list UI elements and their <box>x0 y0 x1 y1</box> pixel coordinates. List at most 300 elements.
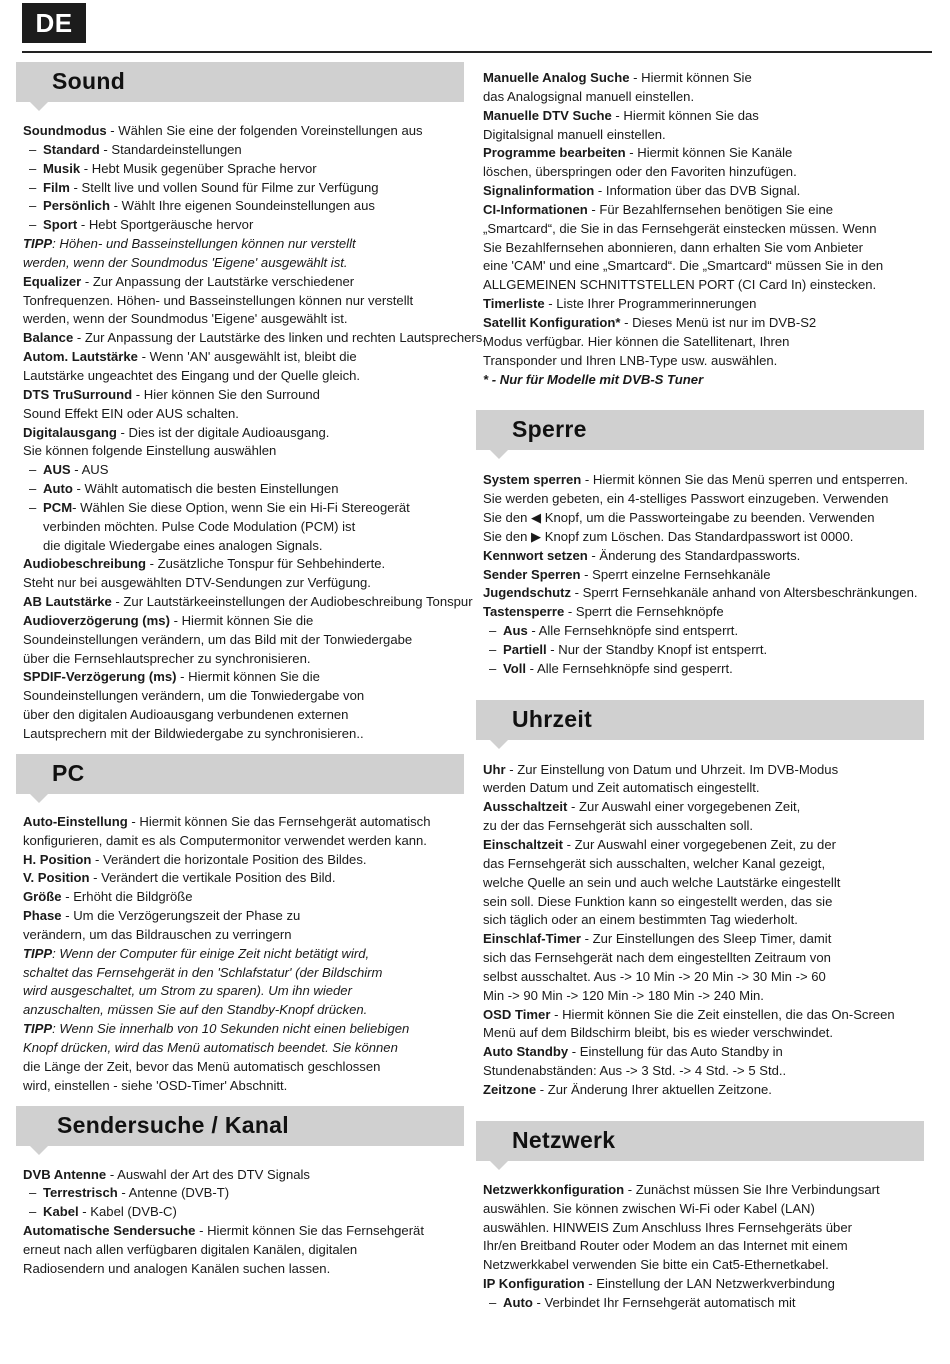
text-line <box>23 216 466 235</box>
text-line <box>23 386 466 405</box>
text: - Verändert die horizontale Position des Bildes. <box>91 851 367 867</box>
text: - Wählt Ihre eigenen Soundeinstellungen aus <box>109 198 375 214</box>
text-line <box>23 499 466 518</box>
text-line <box>23 1241 466 1260</box>
term: Zeitzone <box>483 1081 537 1097</box>
term: Film <box>43 179 70 195</box>
tip-text: schaltet das Fernsehgerät in den 'Schlafstatur' (der Bildschirm <box>23 964 383 980</box>
dash-bullet: – <box>29 481 37 497</box>
text-line <box>483 528 926 547</box>
term: IP Konfiguration <box>483 1276 585 1292</box>
text: Radiosendern und analogen Kanälen suchen lassen. <box>23 1260 331 1276</box>
term: OSD Timer <box>483 1006 551 1022</box>
text-line <box>483 276 926 295</box>
text: - Zur Auswahl einer vorgegebenen Zeit, zu der <box>563 837 836 852</box>
text: über die Fernsehlautsprecher zu synchronisieren. <box>23 650 311 666</box>
text-line <box>483 949 926 968</box>
text-line <box>483 893 926 912</box>
text-line <box>23 197 466 216</box>
text-line <box>23 367 466 386</box>
text: - Alle Fernsehknöpfe sind gesperrt. <box>526 660 733 676</box>
text: eine 'CAM' und eine „Smartcard“. Die „Smartcard“ müssen Sie in den <box>483 258 884 274</box>
text: - Hiermit können Sie das Fernsehgerät automatisch <box>127 813 431 829</box>
text-line <box>23 907 466 926</box>
text-line <box>23 254 466 273</box>
text-line <box>483 622 926 641</box>
text: - Dieses Menü ist nur im DVB-S2 <box>620 314 817 330</box>
dash-bullet: – <box>29 217 37 233</box>
term: Einschlaf-Timer <box>483 931 581 947</box>
text-line <box>483 836 926 855</box>
text: Steht nur bei ausgewählten DTV-Sendungen zur Verfügung. <box>23 575 371 591</box>
text: ALLGEMEINEN SCHNITTSTELLEN PORT (CI Card In) einstecken. <box>483 277 877 293</box>
term: Tastensperre <box>483 604 565 620</box>
dash-bullet: – <box>29 160 37 176</box>
text-line <box>23 405 466 424</box>
text: - Erhöht die Bildgröße <box>61 889 193 905</box>
text-line <box>23 964 466 983</box>
term: Programme bearbeiten <box>483 145 626 161</box>
text: werden Datum und Zeit automatisch eingestellt. <box>483 780 760 796</box>
text-line <box>23 179 466 198</box>
text-line <box>23 1184 466 1203</box>
dash-bullet: – <box>489 641 497 657</box>
term: DVB Antenne <box>23 1166 107 1182</box>
text: Sie Bezahlfernsehen abonnieren, dann erhalten Sie vom Anbieter <box>483 239 863 255</box>
dash-bullet: – <box>29 141 37 157</box>
text-line <box>23 310 466 329</box>
text-line <box>23 461 466 480</box>
text: - Hier können Sie den Surround <box>132 386 320 402</box>
tip-text: werden, wenn der Soundmodus 'Eigene' ausgewählt ist. <box>23 254 348 270</box>
text: sich das Fernsehgerät nach dem eingestellten Zeitraum von <box>483 950 831 966</box>
term: Voll <box>503 660 527 676</box>
text-line <box>483 471 926 490</box>
term: Audioverzögerung (ms) <box>23 612 170 628</box>
term: Manuelle Analog Suche <box>483 70 630 85</box>
text: wird, einstellen - siehe 'OSD-Timer' Abschnitt. <box>23 1077 288 1093</box>
text-line <box>483 371 926 390</box>
text: - Hiermit können Sie die <box>176 669 320 685</box>
text: - Nur der Standby Knopf ist entsperrt. <box>546 641 768 657</box>
term: Signalinformation <box>483 183 595 199</box>
text: Transponder und Ihren LNB-Type usw. auswählen. <box>483 352 778 368</box>
text: - Hiermit können Sie das Fernsehgerät <box>195 1223 424 1239</box>
dash-bullet: – <box>489 1294 497 1310</box>
section-header-sound <box>16 62 464 102</box>
term: DTS TruSurround <box>23 386 133 402</box>
text: sich täglich oder an einem bestimmten Tag wiederholt. <box>483 912 798 928</box>
text-line <box>483 220 926 239</box>
text-line <box>23 1166 466 1185</box>
dash-bullet: – <box>29 1204 37 1220</box>
text: Min -> 90 Min -> 120 Min -> 180 Min -> 240 Min. <box>483 987 764 1003</box>
dash-bullet: – <box>29 179 37 195</box>
text-line <box>23 612 466 631</box>
text: - Wählt automatisch die besten Einstellungen <box>72 481 339 497</box>
text-line <box>23 235 466 254</box>
text-line <box>23 574 466 593</box>
right-column <box>476 62 926 1313</box>
text-line <box>23 1222 466 1241</box>
text-line <box>483 163 926 182</box>
text: - Einstellung der LAN Netzwerkverbindung <box>584 1276 835 1292</box>
term: Auto-Einstellung <box>23 813 128 829</box>
term: Musik <box>43 160 81 176</box>
text-line <box>483 333 926 352</box>
text-line <box>483 490 926 509</box>
term: Einschaltzeit <box>483 837 564 852</box>
term: PCM <box>43 499 73 515</box>
text: - Änderung des Standardpassworts. <box>587 547 801 563</box>
term: Autom. Lautstärke <box>23 349 138 365</box>
text-line <box>483 1062 926 1081</box>
text-line <box>483 257 926 276</box>
term: Uhr <box>483 761 506 777</box>
text-line <box>23 706 466 725</box>
text: „Smartcard“, die Sie in das Fernsehgerät einstecken müssen. Wenn <box>483 220 877 236</box>
text: - Einstellung für das Auto Standby in <box>568 1044 783 1060</box>
text: - AUS <box>70 462 109 478</box>
text: - Zur Auswahl einer vorgegebenen Zeit, <box>567 799 801 815</box>
left-column <box>16 62 486 1279</box>
text: das Analogsignal manuell einstellen. <box>483 88 695 104</box>
text: - Wenn 'AN' ausgewählt ist, bleibt die <box>137 349 357 365</box>
text: verbinden möchten. Pulse Code Modulation (PCM) ist <box>43 518 356 534</box>
term: Kabel <box>43 1204 79 1220</box>
text-line <box>23 292 466 311</box>
text: - Hiermit können Sie Kanäle <box>625 145 793 161</box>
section-header-uhrzeit <box>476 700 924 740</box>
text-line <box>23 1020 466 1039</box>
text-line <box>483 1006 926 1025</box>
text-line <box>483 911 926 930</box>
term: Standard <box>43 141 100 157</box>
text: werden, wenn der Soundmodus 'Eigene' ausgewählt ist. <box>23 311 348 327</box>
header-rule <box>22 51 932 53</box>
text: - Zur Anpassung der Lautstärke verschiedener <box>81 273 355 289</box>
text-line <box>23 555 466 574</box>
text: - Antenne (DVB-T) <box>117 1185 230 1201</box>
text: über den digitalen Audioausgang verbundenen externen <box>23 707 349 723</box>
term: Automatische Sendersuche <box>23 1223 196 1239</box>
text-line <box>23 348 466 367</box>
text: - Zunächst müssen Sie Ihre Verbindungsart <box>624 1181 880 1197</box>
text-line <box>23 518 466 537</box>
language-badge: DE <box>22 3 86 43</box>
text-line <box>23 869 466 888</box>
text-line <box>483 144 926 163</box>
term: Auto Standby <box>483 1044 569 1060</box>
term: Equalizer <box>23 273 82 289</box>
text: - Hebt Sportgeräusche hervor <box>77 217 254 233</box>
section-body-sperre <box>476 471 926 678</box>
section-title: Sound <box>52 68 126 94</box>
text-line <box>483 641 926 660</box>
text-line <box>23 593 473 612</box>
text-line <box>23 1260 466 1279</box>
text-line <box>23 442 466 461</box>
text-line <box>483 968 926 987</box>
text: zu der das Fernsehgerät sich ausschalten soll. <box>483 818 754 834</box>
text: Sie den ◀ Knopf, um die Passworteingabe zu beenden. Verwenden <box>483 510 875 526</box>
text-line <box>483 660 926 679</box>
term: Manuelle DTV Suche <box>483 107 612 123</box>
text: die digitale Wiedergabe eines analogen Signals. <box>43 537 323 553</box>
section-body-kanal-cont <box>476 69 926 389</box>
section-body-netzwerk <box>476 1181 926 1313</box>
text-line <box>23 982 466 1001</box>
text-line <box>23 631 466 650</box>
term: V. Position <box>23 870 90 886</box>
text-line <box>483 1294 926 1313</box>
text-line <box>23 668 466 687</box>
text-line <box>483 295 926 314</box>
text-line <box>483 69 926 88</box>
tip-label: TIPP <box>23 1021 53 1037</box>
text-line <box>483 1081 926 1100</box>
text-line <box>23 832 466 851</box>
text-line <box>483 182 926 201</box>
text-line <box>23 650 466 669</box>
text: Lautstärke ungeachtet des Eingang und der Quelle gleich. <box>23 367 361 383</box>
text: konfigurieren, damit es als Computermonitor verwendet werden kann. <box>23 832 427 848</box>
text-line <box>23 725 466 744</box>
dash-bullet: – <box>489 660 497 676</box>
text-line <box>483 314 926 333</box>
section-title: Netzwerk <box>512 1126 616 1153</box>
term: AUS <box>43 462 71 478</box>
term: Auto <box>43 481 73 497</box>
text-line <box>483 88 926 107</box>
text-line <box>483 1043 926 1062</box>
text-line <box>483 1237 926 1256</box>
text-line <box>23 273 466 292</box>
term: Netzwerkkonfiguration <box>483 1181 625 1197</box>
text: sein soll. Diese Funktion kann so eingestellt werden, das sie <box>483 893 833 909</box>
text: - Auswahl der Art des DTV Signals <box>106 1166 310 1182</box>
section-header-sperre <box>476 410 924 450</box>
text: - Hiermit können Sie die Zeit einstellen, die das On-Screen <box>550 1006 895 1022</box>
text: Tonfrequenzen. Höhen- und Basseinstellungen können nur verstellt <box>23 292 414 308</box>
section-title: Sperre <box>512 416 587 443</box>
text-line <box>483 584 926 603</box>
term: Digitalausgang <box>23 424 117 440</box>
term: Persönlich <box>43 198 110 214</box>
text-line <box>483 1275 926 1294</box>
text-line <box>23 851 466 870</box>
section-header-sendersuche <box>16 1106 464 1146</box>
text-line <box>23 1001 466 1020</box>
text-line <box>483 239 926 258</box>
term: Balance <box>23 330 74 346</box>
text: - Verändert die vertikale Position des Bild. <box>89 870 336 886</box>
text: Ihr/en Breitband Router oder Modem an das Internet mit einem <box>483 1238 848 1254</box>
dash-bullet: – <box>29 462 37 478</box>
text: - Um die Verzögerungszeit der Phase zu <box>61 908 301 924</box>
text: - Hiermit können Sie die <box>169 612 314 628</box>
section-title: Sendersuche / Kanal <box>57 1111 289 1138</box>
text: Digitalsignal manuell einstellen. <box>483 126 666 142</box>
text-line <box>23 1077 466 1096</box>
text: Sound Effekt EIN oder AUS schalten. <box>23 405 239 421</box>
text-line <box>483 603 926 622</box>
section-header-netzwerk <box>476 1121 924 1161</box>
term: System sperren <box>483 472 582 488</box>
text: - Hiermit können Sie das Menü sperren und entsperren. <box>581 472 909 488</box>
text-line <box>483 107 926 126</box>
text: - Zur Einstellungen des Sleep Timer, damit <box>581 931 832 947</box>
text-line <box>23 1058 466 1077</box>
section-body-uhrzeit <box>476 761 926 1100</box>
dash-bullet: – <box>29 499 37 515</box>
term: Phase <box>23 908 62 924</box>
text-line <box>23 480 466 499</box>
text-line <box>483 1024 926 1043</box>
text-line <box>23 537 466 556</box>
text-line <box>483 1200 926 1219</box>
text-line <box>483 201 926 220</box>
text-line <box>23 1039 466 1058</box>
text: - Hebt Musik gegenüber Sprache hervor <box>80 160 317 176</box>
term: Aus <box>503 623 528 639</box>
text-line <box>23 926 466 945</box>
term: Sport <box>43 217 78 233</box>
text-line <box>483 1181 926 1200</box>
term: Soundmodus <box>23 123 107 138</box>
text: die Länge der Zeit, bevor das Menü automatisch geschlossen <box>23 1058 381 1074</box>
term: Partiell <box>503 641 547 657</box>
section-body-sound <box>16 122 486 744</box>
text: - Hiermit können Sie <box>629 70 752 85</box>
text-line <box>483 987 926 1006</box>
dash-bullet: – <box>29 1185 37 1201</box>
text: auswählen. HINWEIS Zum Anschluss Ihres Fernsehgeräts über <box>483 1219 852 1235</box>
tip-label: TIPP <box>23 945 53 961</box>
text: - Stellt live und vollen Sound für Filme zur Verfügung <box>69 179 379 195</box>
text: - Zur Einstellung von Datum und Uhrzeit. Im DVB-Modus <box>505 761 839 777</box>
term: Jugendschutz <box>483 585 572 601</box>
text-line <box>23 945 466 964</box>
term: CI-Informationen <box>483 201 588 217</box>
section-title: PC <box>52 759 85 786</box>
note: * - Nur für Modelle mit DVB-S Tuner <box>483 371 704 387</box>
text: selbst ausschaltet. Aus -> 10 Min -> 20 Min -> 30 Min -> 60 <box>483 968 826 984</box>
tip-text: : Höhen- und Basseinstellungen können nur verstellt <box>52 236 356 252</box>
text-line <box>483 509 926 528</box>
text-line <box>483 126 926 145</box>
text: - Sperrt die Fernsehknöpfe <box>564 604 724 620</box>
text: Soundeinstellungen verändern, um die Tonwiedergabe von <box>23 688 365 704</box>
text-line <box>483 798 926 817</box>
section-body-pc <box>16 813 466 1096</box>
text: - Zur Lautstärkeeinstellungen der Audiobeschreibung Tonspur <box>111 594 473 610</box>
text-line <box>23 141 466 160</box>
text-line <box>483 566 926 585</box>
text: Sie werden gebeten, ein 4-stelliges Passwort einzugeben. Verwenden <box>483 491 889 507</box>
text: - Sperrt einzelne Fernsehkanäle <box>580 566 771 582</box>
text: das Fernsehgerät sich ausschalten, welcher Kanal gezeigt, <box>483 855 826 871</box>
tip-text: Knopf drücken, wird das Menü automatisch beendet. Sie können <box>23 1039 398 1055</box>
text: Sie können folgende Einstellung auswählen <box>23 443 277 459</box>
text-line <box>23 888 466 907</box>
tip-text: wird ausgeschaltet, um Strom zu sparen). Um ihn wieder <box>23 983 352 999</box>
text: - Alle Fernsehknöpfe sind entsperrt. <box>527 623 739 639</box>
text: - Zusätzliche Tonspur für Sehbehinderte. <box>145 556 386 572</box>
term: Timerliste <box>483 296 545 312</box>
term: Größe <box>23 889 62 905</box>
text: - Standardeinstellungen <box>99 141 242 157</box>
dash-bullet: – <box>29 198 37 214</box>
text: auswählen. Sie können zwischen Wi-Fi oder Kabel (LAN) <box>483 1200 815 1216</box>
text: - Information über das DVB Signal. <box>594 183 801 199</box>
term: Sender Sperren <box>483 566 581 582</box>
text: - Liste Ihrer Programmerinnerungen <box>544 296 757 312</box>
term: Satellit Konfiguration* <box>483 314 621 330</box>
section-header-pc <box>16 754 464 794</box>
text: - Kabel (DVB-C) <box>78 1204 177 1220</box>
text: - Dies ist der digitale Audioausgang. <box>116 424 330 440</box>
term: AB Lautstärke <box>23 594 112 610</box>
text-line <box>483 874 926 893</box>
text-line <box>483 1219 926 1238</box>
text-line <box>483 547 926 566</box>
term: H. Position <box>23 851 92 867</box>
term: Terrestrisch <box>43 1185 118 1201</box>
text-line <box>483 779 926 798</box>
text-line <box>23 424 466 443</box>
text-line <box>23 813 466 832</box>
text-line <box>483 352 926 371</box>
text-line <box>23 687 466 706</box>
text: - Für Bezahlfernsehen benötigen Sie eine <box>587 201 834 217</box>
text: Stundenabständen: Aus -> 3 Std. -> 4 Std. -> 5 Std.. <box>483 1063 787 1079</box>
text: - Zur Änderung Ihrer aktuellen Zeitzone. <box>536 1081 772 1097</box>
term: Auto <box>503 1294 533 1310</box>
text-line <box>23 1203 466 1222</box>
tip-label: TIPP <box>23 236 53 252</box>
text: - Wählen Sie diese Option, wenn Sie ein Hi-Fi Stereogerät <box>72 499 410 515</box>
text: löschen, überspringen oder den Favoriten hinzufügen. <box>483 164 797 180</box>
text-line <box>23 329 486 348</box>
text: welche Quelle an sein und auch welche Lautstärke eingestellt <box>483 874 841 890</box>
text-line <box>23 160 466 179</box>
text: Lautsprechern mit der Bildwiedergabe zu synchronisieren.. <box>23 726 364 741</box>
text-line <box>483 761 926 780</box>
text: - Verbindet Ihr Fernsehgerät automatisch mit <box>532 1294 796 1310</box>
dash-bullet: – <box>489 623 497 639</box>
text: Soundeinstellungen verändern, um das Bild mit der Tonwiedergabe <box>23 631 413 647</box>
text: verändern, um das Bildrauschen zu verringern <box>23 926 292 942</box>
tip-text: anzuschalten, müssen Sie auf den Standby-Knopf drücken. <box>23 1002 368 1018</box>
section-body-sendersuche <box>16 1166 466 1279</box>
text: - Wählen Sie eine der folgenden Voreinstellungen aus <box>106 123 423 138</box>
text: Sie den ▶ Knopf zum Löschen. Das Standardpasswort ist 0000. <box>483 528 854 544</box>
text: erneut nach allen verfügbaren digitalen Kanälen, digitalen <box>23 1241 358 1257</box>
term: Audiobeschreibung <box>23 556 146 572</box>
section-title: Uhrzeit <box>512 705 593 732</box>
text-line <box>483 817 926 836</box>
text-line <box>483 930 926 949</box>
text: - Hiermit können Sie das <box>611 107 759 123</box>
tip-text: : Wenn der Computer für einige Zeit nicht betätigt wird, <box>52 945 370 961</box>
text: - Sperrt Fernsehkanäle anhand von Altersbeschränkungen. <box>571 585 918 601</box>
text: Netzwerkkabel verwenden Sie bitte ein Cat5-Ethernetkabel. <box>483 1257 829 1273</box>
text: Menü auf dem Bildschirm bleibt, bis es wieder verschwindet. <box>483 1025 834 1041</box>
term: Kennwort setzen <box>483 547 588 563</box>
term: Ausschaltzeit <box>483 799 568 815</box>
text: Modus verfügbar. Hier können die Satellitenart, Ihren <box>483 333 790 349</box>
